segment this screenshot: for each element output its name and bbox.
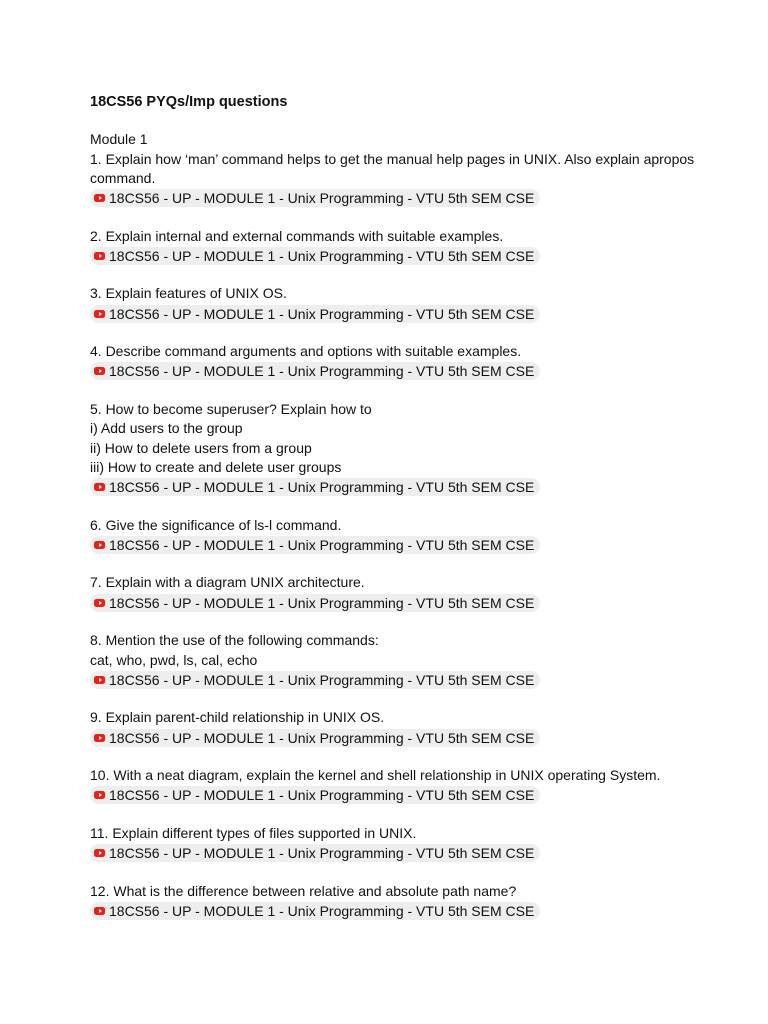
question-item [90,227,730,265]
question-item [90,631,730,689]
question-subline: i) Add users to the group [90,420,243,437]
youtube-icon [94,791,105,799]
youtube-video-link-chip[interactable] [90,902,540,920]
video-link-label: 18CS56 - UP - MODULE 1 - Unix Programming - VTU 5th SEM CSE [109,479,535,496]
video-link-row [90,535,730,554]
question-text: 11. Explain different types of files supported in UNIX. [90,824,417,841]
question-text: 12. What is the difference between relative and absolute path name? [90,882,517,899]
question-text: 1. Explain how ‘man’ command helps to get the manual help pages in UNIX. Also explain apropos command. [90,150,695,186]
youtube-icon [94,541,105,549]
youtube-video-link-chip[interactable] [90,247,540,265]
video-link-row [90,785,730,804]
question-text: 2. Explain internal and external commands with suitable examples. [90,227,504,244]
youtube-icon [94,194,105,202]
youtube-video-link-chip[interactable] [90,671,540,689]
video-link-label: 18CS56 - UP - MODULE 1 - Unix Programming - VTU 5th SEM CSE [109,363,535,380]
video-link-label: 18CS56 - UP - MODULE 1 - Unix Programming - VTU 5th SEM CSE [109,903,535,920]
video-link-label: 18CS56 - UP - MODULE 1 - Unix Programming - VTU 5th SEM CSE [109,594,535,611]
video-link-label: 18CS56 - UP - MODULE 1 - Unix Programming - VTU 5th SEM CSE [109,247,535,264]
youtube-icon [94,907,105,915]
youtube-video-link-chip[interactable] [90,362,540,380]
question-text: 10. With a neat diagram, explain the kernel and shell relationship in UNIX operating System. [90,767,661,784]
video-link-row [90,304,730,323]
question-item [90,708,730,746]
question-item [90,824,730,862]
question-item [90,573,730,611]
question-text: 9. Explain parent-child relationship in UNIX OS. [90,709,385,726]
youtube-icon [94,849,105,857]
document-body [90,92,730,940]
video-link-label: 18CS56 - UP - MODULE 1 - Unix Programming - VTU 5th SEM CSE [109,305,535,322]
youtube-icon [94,599,105,607]
module-heading: Module 1 [90,131,148,147]
question-item [90,150,730,208]
video-link-label: 18CS56 - UP - MODULE 1 - Unix Programming - VTU 5th SEM CSE [109,190,535,207]
video-link-label: 18CS56 - UP - MODULE 1 - Unix Programming - VTU 5th SEM CSE [109,729,535,746]
youtube-icon [94,252,105,260]
video-link-row [90,477,730,496]
youtube-video-link-chip[interactable] [90,189,540,207]
video-link-row [90,593,730,612]
question-text: 7. Explain with a diagram UNIX architecture. [90,574,365,591]
video-link-row [90,361,730,380]
question-text: 8. Mention the use of the following commands: [90,632,379,649]
youtube-video-link-chip[interactable] [90,786,540,804]
video-link-label: 18CS56 - UP - MODULE 1 - Unix Programming - VTU 5th SEM CSE [109,671,535,688]
youtube-icon [94,676,105,684]
document-title: 18CS56 PYQs/Imp questions [90,94,288,110]
video-link-row [90,188,730,207]
question-subline: iii) How to create and delete user groups [90,458,342,475]
youtube-video-link-chip[interactable] [90,729,540,747]
video-link-row [90,246,730,265]
video-link-row [90,843,730,862]
youtube-icon [94,310,105,318]
question-item [90,400,730,496]
video-link-label: 18CS56 - UP - MODULE 1 - Unix Programming - VTU 5th SEM CSE [109,536,535,553]
question-text: 6. Give the significance of ls-l command. [90,516,342,533]
youtube-video-link-chip[interactable] [90,536,540,554]
question-subline: ii) How to delete users from a group [90,439,312,456]
youtube-icon [94,734,105,742]
youtube-video-link-chip[interactable] [90,594,540,612]
youtube-video-link-chip[interactable] [90,844,540,862]
youtube-icon [94,367,105,375]
question-text: 4. Describe command arguments and options with suitable examples. [90,343,522,360]
question-item [90,284,730,322]
question-text: 5. How to become superuser? Explain how to [90,400,372,417]
question-list [90,150,730,921]
video-link-row [90,728,730,747]
video-link-row [90,670,730,689]
question-text: 3. Explain features of UNIX OS. [90,285,287,302]
question-item [90,516,730,554]
video-link-label: 18CS56 - UP - MODULE 1 - Unix Programming - VTU 5th SEM CSE [109,787,535,804]
youtube-video-link-chip[interactable] [90,478,540,496]
video-link-label: 18CS56 - UP - MODULE 1 - Unix Programming - VTU 5th SEM CSE [109,845,535,862]
question-item [90,766,730,804]
question-item [90,882,730,920]
question-item [90,342,730,380]
video-link-row [90,901,730,920]
youtube-icon [94,483,105,491]
youtube-video-link-chip[interactable] [90,305,540,323]
question-subline: cat, who, pwd, ls, cal, echo [90,651,258,668]
